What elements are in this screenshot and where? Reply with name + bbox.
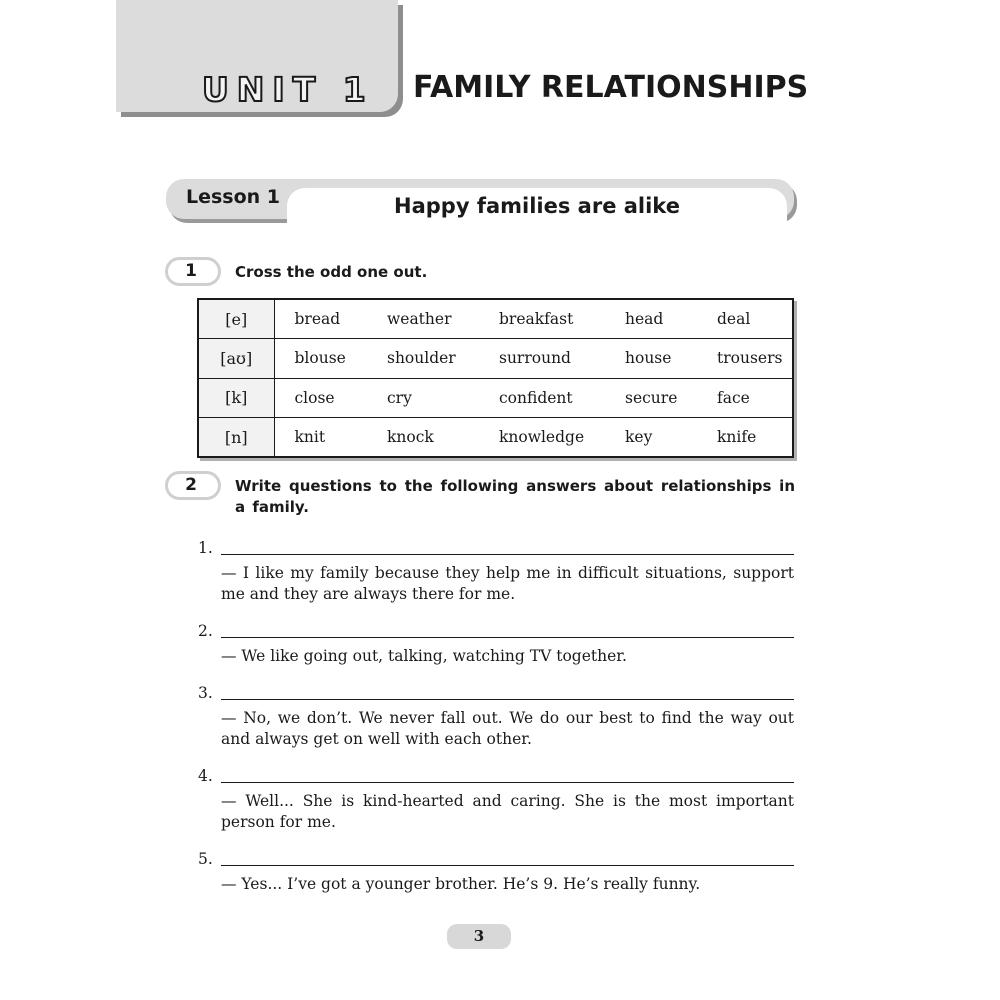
exercise-2-instruction: Write questions to the following answers about relationships in a family.	[235, 477, 795, 516]
word-cell[interactable]: house	[605, 339, 697, 379]
question-number: 4.	[198, 767, 213, 785]
word-cell[interactable]: knock	[367, 418, 479, 458]
question-answer-line[interactable]	[221, 554, 794, 555]
exercise-2-badge: 2	[165, 471, 221, 500]
page-number: 3	[447, 924, 511, 949]
sound-symbol: [k]	[198, 378, 274, 418]
lesson-label: Lesson 1	[186, 186, 281, 208]
word-cell[interactable]: key	[605, 418, 697, 458]
unit-title: FAMILY RELATIONSHIPS	[413, 70, 809, 105]
word-cell[interactable]: knowledge	[479, 418, 605, 458]
question-number: 3.	[198, 684, 213, 702]
word-cell[interactable]: cry	[367, 378, 479, 418]
question-answer-line[interactable]	[221, 865, 794, 866]
sound-symbol: [aʊ]	[198, 339, 274, 379]
exercise-1-instruction: Cross the odd one out.	[235, 263, 428, 281]
question-answer-line[interactable]	[221, 782, 794, 783]
given-answer: — We like going out, talking, watching TV together.	[221, 647, 627, 665]
word-cell[interactable]: confident	[479, 378, 605, 418]
word-cell[interactable]: weather	[367, 299, 479, 339]
question-number: 1.	[198, 539, 213, 557]
word-cell[interactable]: head	[605, 299, 697, 339]
word-cell[interactable]: secure	[605, 378, 697, 418]
given-answer: — I like my family because they help me in difficult situations, support me and they are always there for me.	[221, 564, 794, 603]
question-number: 2.	[198, 622, 213, 640]
word-cell[interactable]: blouse	[274, 339, 367, 379]
word-cell[interactable]: deal	[697, 299, 793, 339]
question-number: 5.	[198, 850, 213, 868]
word-cell[interactable]: shoulder	[367, 339, 479, 379]
lesson-title: Happy families are alike	[394, 194, 680, 218]
question-answer-line[interactable]	[221, 699, 794, 700]
given-answer: — Well... She is kind-hearted and caring. She is the most important person for me.	[221, 792, 794, 831]
word-cell[interactable]: knife	[697, 418, 793, 458]
word-cell[interactable]: knit	[274, 418, 367, 458]
word-cell[interactable]: close	[274, 378, 367, 418]
sound-symbol: [e]	[198, 299, 274, 339]
word-cell[interactable]: breakfast	[479, 299, 605, 339]
question-answer-line[interactable]	[221, 637, 794, 638]
phonetics-table	[197, 298, 794, 458]
table-row	[198, 299, 793, 339]
sound-symbol: [n]	[198, 418, 274, 458]
exercise-1-badge: 1	[165, 257, 221, 286]
word-cell[interactable]: trousers	[697, 339, 793, 379]
word-cell[interactable]: surround	[479, 339, 605, 379]
word-cell[interactable]: face	[697, 378, 793, 418]
unit-label: UNIT 1	[202, 70, 374, 109]
given-answer: — No, we don’t. We never fall out. We do our best to find the way out and always get on well with each other.	[221, 709, 794, 748]
table-row	[198, 339, 793, 379]
table-row	[198, 418, 793, 458]
given-answer: — Yes... I’ve got a younger brother. He’s 9. He’s really funny.	[221, 875, 701, 893]
word-cell[interactable]: bread	[274, 299, 367, 339]
table-row	[198, 378, 793, 418]
